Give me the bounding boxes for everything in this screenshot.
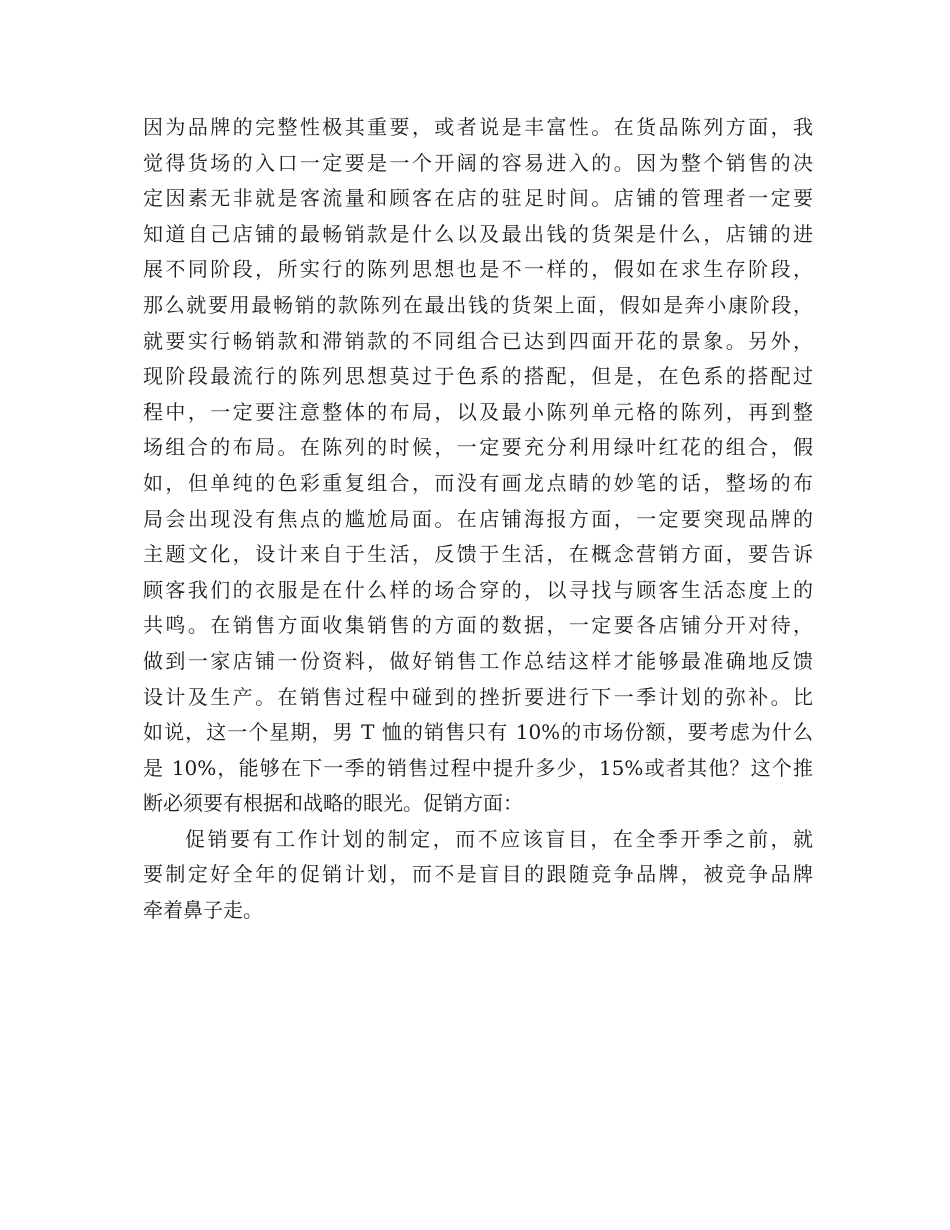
- text-line: 定因素无非就是客流量和顾客在店的驻足时间。店铺的管理者一定要: [143, 186, 813, 211]
- text-line: 知道自己店铺的最畅销款是什么以及最出钱的货架是什么，店铺的进: [143, 221, 813, 246]
- text-line: 是 10%，能够在下一季的销售过程中提升多少，15%或者其他？这个推: [143, 755, 813, 780]
- text-line: 觉得货场的入口一定要是一个开阔的容易进入的。因为整个销售的决: [143, 150, 813, 175]
- text-line: 程中，一定要注意整体的布局，以及最小陈列单元格的陈列，再到整: [143, 399, 813, 424]
- text-line: 就要实行畅销款和滞销款的不同组合已达到四面开花的景象。另外，: [143, 328, 813, 353]
- text-line: 促销要有工作计划的制定，而不应该盲目，在全季开季之前，就: [185, 826, 813, 851]
- text-line: 做到一家店铺一份资料，做好销售工作总结这样才能够最准确地反馈: [143, 648, 813, 673]
- text-line: 主题文化，设计来自于生活，反馈于生活，在概念营销方面，要告诉: [143, 542, 813, 567]
- document-body: [143, 110, 813, 929]
- text-line: 顾客我们的衣服是在什么样的场合穿的，以寻找与顾客生活态度上的: [143, 577, 813, 602]
- text-line: 因为品牌的完整性极其重要，或者说是丰富性。在货品陈列方面，我: [143, 115, 813, 139]
- text-line: 要制定好全年的促销计划，而不是盲目的跟随竞争品牌，被竞争品牌: [143, 862, 813, 887]
- text-line: 设计及生产。在销售过程中碰到的挫折要进行下一季计划的弥补。比: [143, 684, 813, 709]
- text-line: 现阶段最流行的陈列思想莫过于色系的搭配，但是，在色系的搭配过: [143, 364, 813, 389]
- text-line: 如，但单纯的色彩重复组合，而没有画龙点睛的妙笔的话，整场的布: [143, 470, 813, 495]
- text-line: 断必须要有根据和战略的眼光。促销方面：: [143, 791, 523, 816]
- text-line: 牵着鼻子走。: [143, 898, 263, 923]
- paragraph-1: [143, 110, 813, 822]
- text-line: 展不同阶段，所实行的陈列思想也是不一样的，假如在求生存阶段，: [143, 257, 813, 282]
- text-line: 如说，这一个星期，男 T 恤的销售只有 10%的市场份额，要考虑为什么: [143, 720, 813, 745]
- text-line: 场组合的布局。在陈列的时候，一定要充分利用绿叶红花的组合，假: [143, 435, 813, 460]
- paragraph-2: [143, 822, 813, 929]
- text-line: 共鸣。在销售方面收集销售的方面的数据，一定要各店铺分开对待，: [143, 613, 813, 638]
- text-line: 局会出现没有焦点的尴尬局面。在店铺海报方面，一定要突现品牌的: [143, 506, 813, 531]
- text-line: 那么就要用最畅销的款陈列在最出钱的货架上面，假如是奔小康阶段，: [143, 292, 813, 317]
